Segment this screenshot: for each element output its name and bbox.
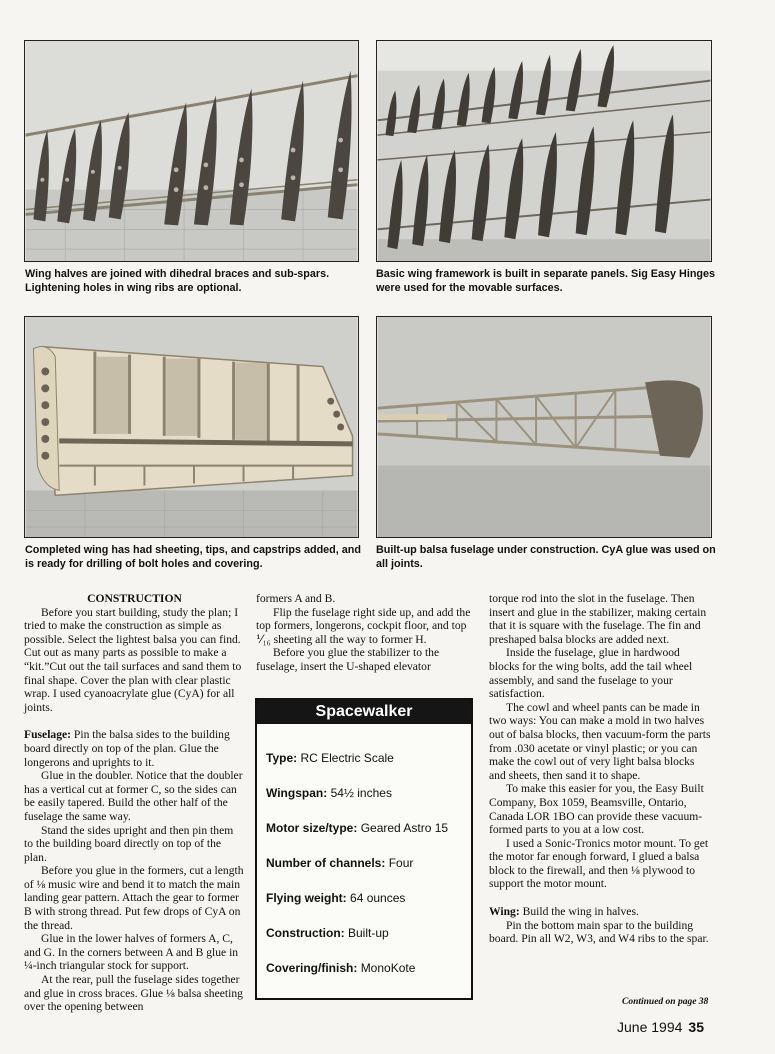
paragraph: formers A and B. <box>256 592 336 605</box>
spec-label: Covering/finish: <box>266 961 358 975</box>
photo-wing-halves <box>24 40 359 262</box>
paragraph: The cowl and wheel pants can be made in two ways: You can make a mold in two halves out of balsa blocks, then vacuum-form the parts from .030 acetate or vinyl plastic; or you can make the cowl out of very light balsa blocks and sheets, then sand it to shape. <box>489 700 711 782</box>
construction-heading: CONSTRUCTION <box>87 592 182 605</box>
photo-completed-wing <box>24 316 359 538</box>
paragraph: Before you glue in the formers, cut a length of ⅛ music wire and bend it to match the main landing gear pattern. Attach the gear to former B with strong thread. Put few drops of CyA on the thread. <box>24 864 244 932</box>
continued-note: Continued on page 38 <box>622 997 709 1007</box>
column-2 <box>256 592 478 674</box>
paragraph: I used a Sonic-Tronics motor mount. To get the motor far enough forward, I glued a balsa block to the firewall, and then ⅛ plywood to support the motor mount. <box>489 836 709 891</box>
paragraph: At the rear, pull the fuselage sides together and glue in cross braces. Glue ⅛ balsa sheeting over the opening between <box>24 973 243 1014</box>
caption-wing-framework: Basic wing framework is built in separate panels. Sig Easy Hinges were used for the movable surfaces. <box>376 268 716 294</box>
paragraph-wing <box>489 905 712 919</box>
photo-wing-framework <box>376 40 712 262</box>
spec-label: Flying weight: <box>266 891 347 905</box>
photo-fuselage <box>376 316 712 538</box>
spec-value: Geared Astro 15 <box>360 821 449 835</box>
spec-channels <box>266 856 413 870</box>
completed-wing-image <box>25 317 358 537</box>
column-3 <box>489 592 712 946</box>
spec-label: Number of channels: <box>266 856 386 870</box>
spec-motor <box>266 821 448 835</box>
spec-value: RC Electric Scale <box>300 751 394 765</box>
paragraph: Before you glue the stabilizer to the fuselage, insert the U-shaped elevator <box>256 646 440 673</box>
spec-type <box>266 751 394 765</box>
spec-value: 64 ounces <box>350 891 406 905</box>
paragraph: Before you start building, study the plan; I tried to make the construction as simple as possible. Select the lightest balsa you can find. Cut out as many parts as possible to make a “kit.”Cut out the tail surfaces and sand them to final shape. Cover the plan with clear plastic wrap. I used cyanoacrylate glue (CyA) for all joints. <box>24 605 242 714</box>
wing-lead: Wing: <box>489 905 520 919</box>
spec-wingspan <box>266 786 392 800</box>
paragraph: Glue in the doubler. Notice that the doubler has a vertical cut at former C, so the sides can be easily tapered. Build the other half of the fuselage the same way. <box>24 769 243 823</box>
spec-label: Wingspan: <box>266 786 328 800</box>
fuselage-image <box>377 317 711 537</box>
spec-value: Four <box>388 856 414 870</box>
spec-label: Type: <box>266 751 298 765</box>
paragraph: Inside the fuselage, glue in hardwood blocks for the wing bolts, add the tail wheel assembly, and sand the fuselage to your satisfaction. <box>489 646 693 701</box>
page-footer <box>617 1019 704 1035</box>
page-number: 35 <box>688 1019 704 1035</box>
spec-value: 54½ inches <box>330 786 392 800</box>
paragraph: torque rod into the slot in the fuselage. Then insert and glue in the stabilizer, making certain that it is square with the fuselage. The fin and preshaped balsa blocks are added next. <box>489 592 707 646</box>
spec-box-title: Spacewalker <box>257 700 471 724</box>
paragraph: Stand the sides upright and then pin them to the building board directly on top of the plan. <box>24 823 234 864</box>
spec-box <box>255 698 473 1000</box>
caption-fuselage: Built-up balsa fuselage under construction. CyA glue was used on all joints. <box>376 544 716 570</box>
paragraph: Pin the bottom main spar to the building board. Pin all W2, W3, and W4 ribs to the spar. <box>489 918 709 946</box>
paragraph: Flip the fuselage right side up, and add the top formers, longerons, cockpit floor, and top ⅟₁₆ sheeting all the way to former H. <box>256 605 471 646</box>
spec-label: Construction: <box>266 926 345 940</box>
issue-date: June 1994 <box>617 1019 683 1035</box>
paragraph-fuselage <box>24 728 245 769</box>
spec-weight <box>266 891 405 905</box>
caption-completed-wing: Completed wing has had sheeting, tips, and capstrips added, and is ready for drilling of bolt holes and covering. <box>25 544 361 570</box>
fuselage-lead: Fuselage: <box>24 728 72 742</box>
column-1 <box>24 592 245 1014</box>
caption-wing-halves: Wing halves are joined with dihedral braces and sub-spars. Lightening holes in wing ribs are optional. <box>25 268 330 294</box>
spec-covering <box>266 961 415 975</box>
spec-construction <box>266 926 389 940</box>
wing-framework-image <box>377 41 711 261</box>
wing-text: Build the wing in halves. <box>519 905 639 919</box>
spec-value: MonoKote <box>360 961 416 975</box>
wing-halves-image <box>25 41 358 261</box>
fuselage-text: Pin the balsa sides to the building board directly on top of the plan. Glue the longerons and uprights to it. <box>24 728 230 769</box>
spec-value: Built-up <box>348 926 389 940</box>
paragraph: To make this easier for you, the Easy Built Company, Box 1059, Beamsville, Ontario, Canada LOR 1BO can provide these vacuum-formed parts to you at a low cost. <box>489 782 704 837</box>
spec-label: Motor size/type: <box>266 821 358 835</box>
paragraph: Glue in the lower halves of formers A, C, and G. In the corners between A and B glue in ¼-inch triangular stock for support. <box>24 932 239 973</box>
